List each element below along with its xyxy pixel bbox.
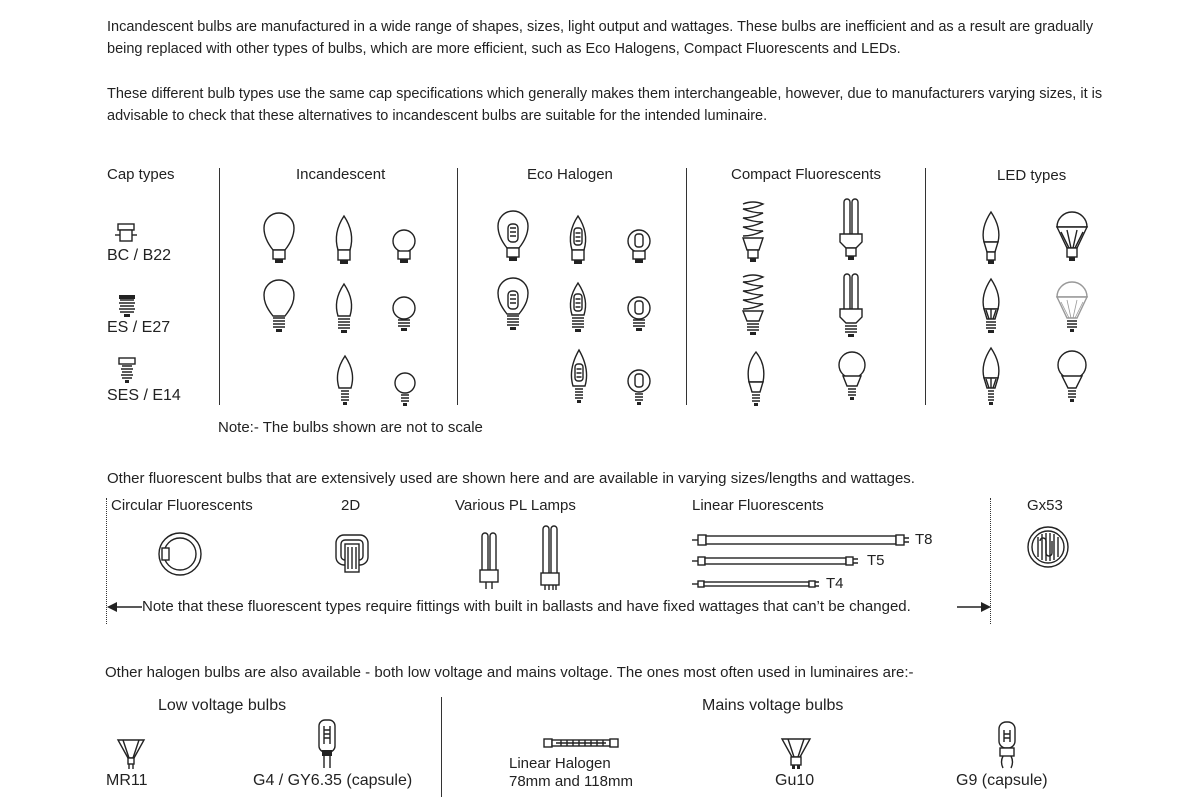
circular-fluorescent-icon xyxy=(156,530,204,578)
incandescent-candle-ses-icon xyxy=(334,354,356,406)
cfl-stick-bc-icon xyxy=(836,196,866,266)
led-gls-es-icon xyxy=(1055,280,1089,338)
gu10-label: Gu10 xyxy=(775,772,815,789)
eco-halogen-candle-bc-icon xyxy=(567,214,589,268)
g4-label: G4 / GY6.35 (capsule) xyxy=(253,772,413,789)
low-voltage-heading: Low voltage bulbs xyxy=(158,697,287,714)
edison-screw-cap-icon xyxy=(116,295,138,319)
eco-halogen-heading: Eco Halogen xyxy=(527,166,613,183)
fluorescent-intro: Other fluorescent bulbs that are extensively used are shown here and are available in varying sizes/lengths and wattages. xyxy=(107,470,915,487)
incandescent-gls-es-icon xyxy=(262,280,296,336)
led-gls-bc-icon xyxy=(1055,210,1089,268)
cfl-stick-es-icon xyxy=(836,271,866,339)
mains-voltage-heading: Mains voltage bulbs xyxy=(702,697,844,714)
led-globe-ses-icon xyxy=(1055,350,1089,408)
circular-fluorescents-label: Circular Fluorescents xyxy=(111,497,253,514)
incandescent-candle-bc-icon xyxy=(333,214,355,268)
eco-halogen-golf-ses-icon xyxy=(626,368,652,408)
linear-fluorescents-label: Linear Fluorescents xyxy=(692,497,824,514)
gx53-lamp-icon xyxy=(1026,525,1070,569)
2d-lamp-icon xyxy=(333,532,371,576)
eco-halogen-gls-bc-icon xyxy=(496,210,530,266)
eco-halogen-candle-es-icon xyxy=(567,281,589,335)
cfl-spiral-bc-icon xyxy=(737,200,769,268)
gx53-label: Gx53 xyxy=(1027,497,1063,514)
incandescent-candle-es-icon xyxy=(333,282,355,336)
mr11-lamp-icon xyxy=(116,738,146,772)
ballast-note: Note that these fluorescent types require fittings with built in ballasts and have fixed wattages that can’t be changed. xyxy=(142,598,911,615)
led-types-heading: LED types xyxy=(997,167,1067,184)
intro-paragraph-2: These different bulb types use the same cap specifications which generally makes them interchangeable, however, due to manufacturers varying sizes, it is advisable to check that these alternatives to incandescent bulbs are suitable for the intended luminaire. xyxy=(107,86,1103,124)
eco-halogen-golf-bc-icon xyxy=(626,228,652,268)
t8-label: T8 xyxy=(915,531,933,548)
cap-label-ses: SES / E14 xyxy=(107,387,181,404)
mr11-label: MR11 xyxy=(106,772,148,789)
g9-label: G9 (capsule) xyxy=(956,772,1048,789)
cfl-candle-ses-icon xyxy=(745,350,767,408)
gu10-lamp-icon xyxy=(780,737,812,773)
column-divider xyxy=(457,168,458,405)
column-divider xyxy=(686,168,687,405)
incandescent-heading: Incandescent xyxy=(296,166,386,183)
pl-lamp-short-icon xyxy=(478,532,500,592)
voltage-divider xyxy=(441,697,442,797)
compact-fluorescents-heading: Compact Fluorescents xyxy=(731,166,882,183)
eco-halogen-golf-es-icon xyxy=(626,295,652,335)
g9-capsule-icon xyxy=(995,720,1019,772)
2d-label: 2D xyxy=(341,497,361,514)
led-candle-bc-icon xyxy=(979,210,1003,268)
halogen-intro: Other halogen bulbs are also available - both low voltage and mains voltage. The ones most often used in luminaires are:- xyxy=(105,664,914,681)
not-to-scale-note: Note:- The bulbs shown are not to scale xyxy=(218,419,483,436)
eco-halogen-gls-es-icon xyxy=(496,278,530,334)
g4-capsule-icon xyxy=(316,718,338,772)
pl-lamp-long-icon xyxy=(539,525,561,593)
linear-halogen-icon xyxy=(543,736,619,750)
column-divider xyxy=(925,168,926,405)
incandescent-golf-ses-icon xyxy=(392,370,418,408)
linear-halogen-sizes: 78mm and 118mm xyxy=(509,773,633,790)
cfl-globe-ses-icon xyxy=(837,350,867,408)
t5-label: T5 xyxy=(867,552,885,569)
linear-halogen-label: Linear Halogen xyxy=(509,755,611,772)
cap-label-bc: BC / B22 xyxy=(107,247,172,264)
eco-halogen-candle-ses-icon xyxy=(568,348,590,406)
t4-label: T4 xyxy=(826,575,844,592)
led-candle-es-icon xyxy=(979,277,1003,337)
intro-paragraph-1: Incandescent bulbs are manufactured in a wide range of shapes, sizes, light output and wattages. These bulbs are inefficient and as a result are gradually being replaced with other types of bulbs, which are more efficient, such as Eco Halogens, Compact Fluorescents and LEDs. xyxy=(107,19,1094,57)
cap-label-es: ES / E27 xyxy=(107,319,171,336)
cfl-spiral-es-icon xyxy=(737,273,769,339)
small-edison-screw-cap-icon xyxy=(117,358,137,384)
column-divider xyxy=(219,168,220,405)
cap-types-heading: Cap types xyxy=(107,166,175,183)
incandescent-golf-es-icon xyxy=(391,295,417,335)
bayonet-cap-icon xyxy=(114,222,138,246)
pl-lamps-label: Various PL Lamps xyxy=(455,497,576,514)
incandescent-golf-bc-icon xyxy=(391,228,417,268)
incandescent-gls-bc-icon xyxy=(262,212,296,268)
led-candle-ses-icon xyxy=(979,346,1003,408)
